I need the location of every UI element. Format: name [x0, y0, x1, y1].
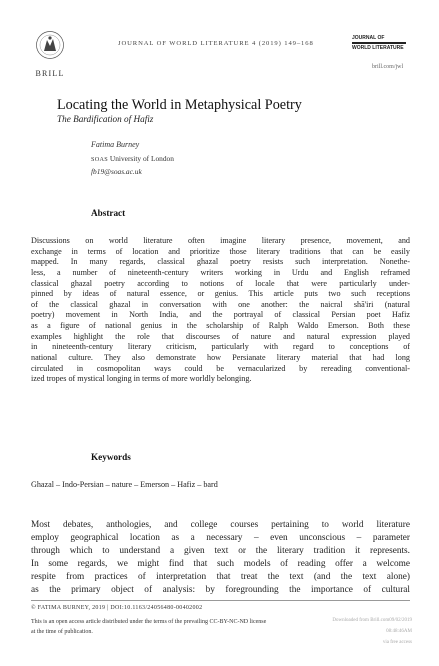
license-line: at the time of publication.	[31, 629, 93, 635]
brill-seal-icon	[35, 30, 65, 60]
footer-license	[31, 617, 361, 637]
footer-divider	[31, 600, 410, 601]
stamp-line: Downloaded from Brill.com09/02/2019 08:48:46AM	[332, 618, 412, 634]
body-text	[31, 519, 410, 596]
affiliation-soas: SOAS	[91, 156, 109, 163]
article-subtitle: The Bardification of Hafiz	[57, 114, 154, 124]
download-stamp	[322, 615, 412, 648]
affiliation-university: University of London	[109, 154, 174, 163]
author-affiliation	[91, 154, 174, 163]
abstract-line: mapped. In many regards, classical ghazal poetry resists such interpretation. Nonethe-	[31, 257, 410, 267]
abstract-line: circulated in cosmopolitan ways could be vernacularized by rereading conventional-	[31, 363, 410, 373]
abstract-line: poetry) movement in North India, and the portrayal of classical Persian poet Hafiz	[31, 310, 410, 320]
abstract-line: ized tropes of mystical longing in terms of more worldly belonging.	[31, 374, 252, 384]
license-line: This is an open access article distributed under the terms of the prevailing CC-BY-NC-ND license	[31, 619, 267, 625]
body-line: Most debates, anthologies, and college courses pertaining to world literature	[31, 520, 410, 530]
abstract-line: in nineteenth-century literary criticism, particularly with regard to conceptions of	[31, 342, 410, 352]
abstract-text	[31, 236, 410, 385]
stamp-line: via free access	[382, 640, 412, 645]
abstract-line: examples highlight the role that discourses of nature and natural expression played	[31, 331, 410, 341]
journal-logo-bar	[352, 42, 406, 44]
body-line: respite from practices of interpretation that treat the text (and the text alone)	[31, 571, 410, 582]
journal-url-link[interactable]: brill.com/jwl	[372, 64, 404, 70]
abstract-line: Discussions on world literature often imagine literary presence, movement, and	[31, 236, 410, 245]
journal-logo	[352, 35, 408, 51]
keywords-heading: Keywords	[91, 452, 131, 462]
author-name: Fatima Burney	[91, 140, 140, 149]
body-line: In some regards, we might find that such models of reading offer a welcome	[31, 558, 410, 569]
abstract-heading: Abstract	[91, 208, 126, 218]
footer-copyright: © FATIMA BURNEY, 2019 | DOI:10.1163/24056480-00402002	[31, 605, 203, 611]
publisher-name: BRILL	[35, 69, 65, 78]
abstract-line: less, a number of nineteenth-century writers working in Urdu and English reframed	[31, 267, 410, 277]
journal-logo-line1: JOURNAL OF	[352, 35, 385, 41]
body-line: employ geographical location as a necessary – even unconscious – parameter	[31, 532, 410, 543]
running-head: JOURNAL OF WORLD LITERATURE 4 (2019) 149–168	[118, 40, 314, 47]
abstract-line: exchange in terms of location and prioritize those literary traditions that can be easily	[31, 246, 410, 256]
author-email-link[interactable]: fb19@soas.ac.uk	[91, 167, 142, 176]
abstract-line: classical ghazal poetry according to notions of locale that were particularly under-	[31, 278, 410, 288]
abstract-line: of the classical ghazal in conversation with one another: the naicral shā'iri (natural	[31, 299, 410, 309]
journal-logo-line2: WORLD LITERATURE	[352, 45, 404, 51]
brill-logo	[32, 30, 68, 78]
body-line: as the primary object of analysis: by foregrounding the importance of cultural	[31, 584, 410, 595]
body-line: through which to understand a given text or the literary tradition it represents.	[31, 545, 410, 556]
abstract-line: national culture. They also demonstrate how Persianate literary material that had long	[31, 352, 410, 362]
abstract-line: as a figure of national genius in the scholarship of Ralph Waldo Emerson. Both these	[31, 321, 410, 330]
article-title: Locating the World in Metaphysical Poetry	[57, 97, 302, 113]
abstract-line: pinned by ideas of natural essence, or genius. This article puts two such receptions	[31, 289, 410, 299]
keywords-list: Ghazal – Indo-Persian – nature – Emerson – Hafiz – bard	[31, 480, 218, 489]
